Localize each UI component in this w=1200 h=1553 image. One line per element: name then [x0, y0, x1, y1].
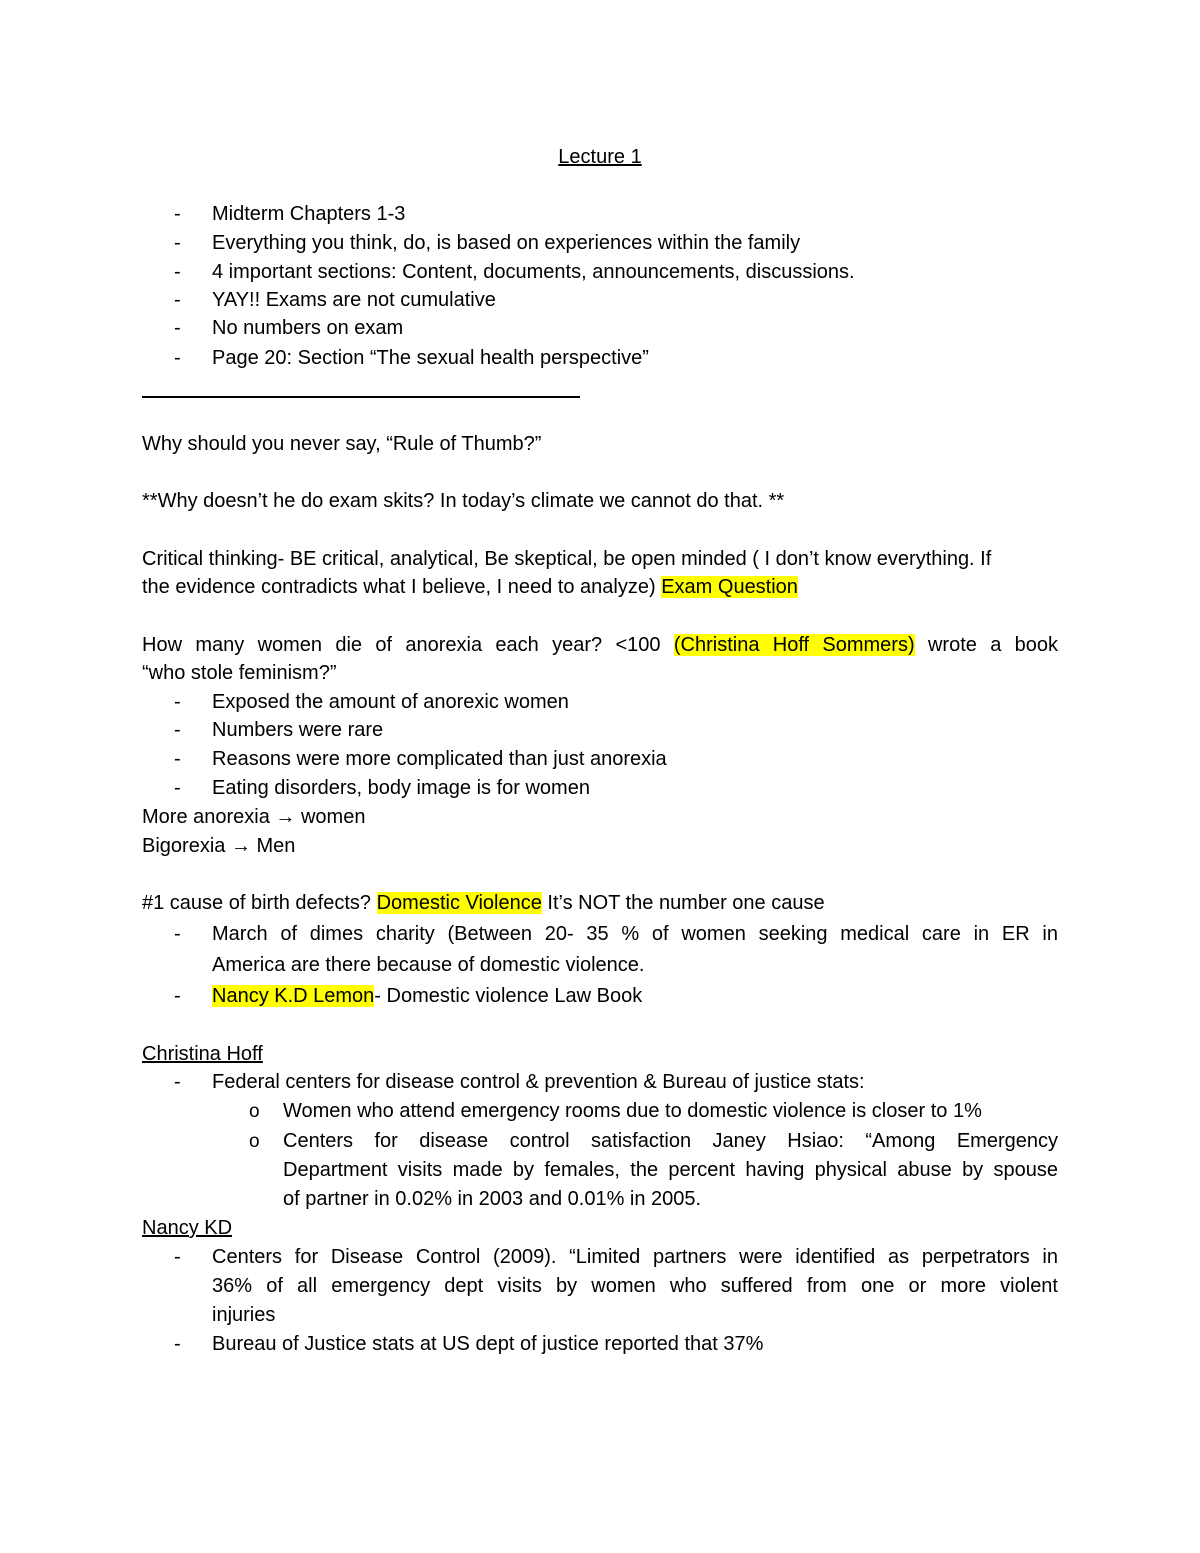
christina-sub-2-line-3: of partner in 0.02% in 2003 and 0.01% in 2005.: [283, 1188, 702, 1210]
critical-thinking-line-1: Critical thinking- BE critical, analytical, Be skeptical, be open minded ( I don’t know everything. If: [142, 548, 992, 570]
bullet-marker: -: [174, 289, 181, 311]
nancy-bullet-1-line-1: Centers for Disease Control (2009). “Limited partners were identified as perpetrators in: [212, 1246, 1058, 1268]
exam-question-highlight: Exam Question: [661, 576, 798, 598]
page-title: Lecture 1: [558, 146, 642, 168]
bullet-marker: -: [174, 347, 181, 369]
birth-defects-question: #1 cause of birth defects? Domestic Violence It’s NOT the number one cause: [142, 892, 825, 914]
christina-bullet: Federal centers for disease control & prevention & Bureau of justice stats:: [212, 1071, 865, 1093]
bullet-marker: -: [174, 1071, 181, 1093]
bullet-marker: -: [174, 691, 181, 713]
intro-bullet-3: 4 important sections: Content, documents, announcements, discussions.: [212, 261, 855, 283]
nancy-lemon-highlight: Nancy K.D Lemon: [212, 985, 375, 1007]
intro-bullet-1: Midterm Chapters 1-3: [212, 203, 406, 225]
anorexia-book-title: “who stole feminism?”: [142, 662, 337, 684]
anorexia-bullet-2: Numbers were rare: [212, 719, 384, 741]
bullet-marker: -: [174, 719, 181, 741]
arrow-right-icon: →: [275, 806, 296, 828]
sub-bullet-marker: o: [249, 1101, 260, 1122]
critical-thinking-line-2: the evidence contradicts what I believe, I need to analyze) Exam Question: [142, 576, 798, 598]
horizontal-rule: [142, 396, 580, 398]
bullet-marker: -: [174, 261, 181, 283]
bullet-marker: -: [174, 748, 181, 770]
intro-bullet-5: No numbers on exam: [212, 317, 404, 339]
anorexia-bullet-1: Exposed the amount of anorexic women: [212, 691, 569, 713]
anorexia-bullet-4: Eating disorders, body image is for women: [212, 777, 590, 799]
bullet-marker: -: [174, 1246, 181, 1268]
nancy-lemon-line: Nancy K.D Lemon- Domestic violence Law Book: [212, 985, 643, 1007]
bullet-marker: -: [174, 985, 181, 1007]
more-anorexia-line: More anorexia → women: [142, 806, 366, 828]
sub-bullet-marker: o: [249, 1131, 260, 1152]
anorexia-question: How many women die of anorexia each year? <100 (Christina Hoff Sommers) wrote a book: [142, 634, 1059, 656]
anorexia-bullet-3: Reasons were more complicated than just anorexia: [212, 748, 667, 770]
rule-of-thumb-question: Why should you never say, “Rule of Thumb?”: [142, 433, 542, 455]
christina-sub-2-line-2: Department visits made by females, the percent having physical abuse by spouse: [283, 1159, 1058, 1181]
arrow-right-icon: →: [230, 835, 251, 857]
nancy-bullet-2: Bureau of Justice stats at US dept of justice reported that 37%: [212, 1333, 764, 1355]
christina-hoff-heading: Christina Hoff: [142, 1043, 263, 1065]
nancy-kd-heading: Nancy KD: [142, 1217, 233, 1239]
bullet-marker: -: [174, 1333, 181, 1355]
exam-skits-note: **Why doesn’t he do exam skits? In today’s climate we cannot do that. **: [142, 490, 785, 512]
domestic-violence-highlight: Domestic Violence: [376, 892, 542, 914]
bullet-marker: -: [174, 317, 181, 339]
christina-sub-1: Women who attend emergency rooms due to domestic violence is closer to 1%: [283, 1100, 982, 1122]
intro-bullet-2: Everything you think, do, is based on experiences within the family: [212, 232, 801, 254]
march-of-dimes-line-2: America are there because of domestic violence.: [212, 954, 645, 976]
bullet-marker: -: [174, 232, 181, 254]
nancy-bullet-1-line-2: 36% of all emergency dept visits by women who suffered from one or more violent: [212, 1275, 1058, 1297]
bigorexia-line: Bigorexia → Men: [142, 835, 296, 857]
intro-bullet-4: YAY!! Exams are not cumulative: [212, 289, 496, 311]
nancy-bullet-1-line-3: injuries: [212, 1304, 276, 1326]
christina-hoff-sommers-highlight: (Christina Hoff Sommers): [673, 634, 915, 656]
intro-bullet-6: Page 20: Section “The sexual health perspective”: [212, 347, 649, 369]
bullet-marker: -: [174, 923, 181, 945]
bullet-marker: -: [174, 777, 181, 799]
christina-sub-2-line-1: Centers for disease control satisfaction Janey Hsiao: “Among Emergency: [283, 1130, 1058, 1152]
bullet-marker: -: [174, 203, 181, 225]
march-of-dimes-line-1: March of dimes charity (Between 20- 35 % of women seeking medical care in ER in: [212, 923, 1058, 945]
